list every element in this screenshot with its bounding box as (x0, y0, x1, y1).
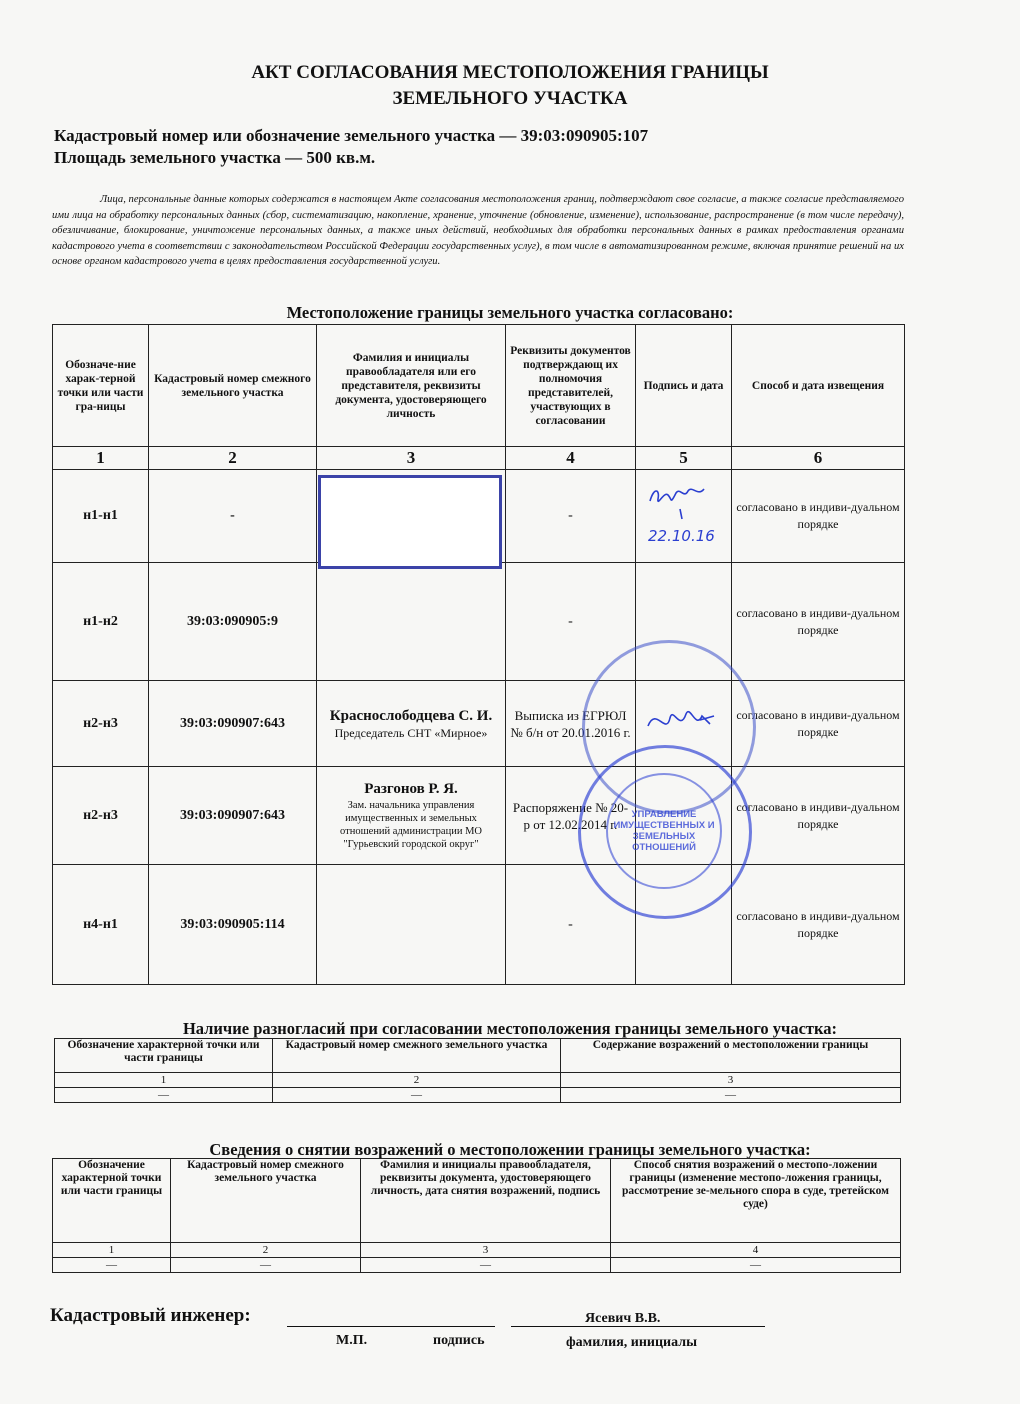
table-row (53, 681, 905, 767)
table-row (55, 1088, 901, 1103)
header-owner: Фамилия и инициалы правообладателя или его представителя, реквизиты документа, удостоверяющего личность (317, 325, 506, 447)
cadastral-number-line: Кадастровый номер или обозначение земельного участка — 39:03:090905:107 (54, 126, 649, 145)
empty-cell: — (561, 1088, 901, 1103)
column-number: 2 (149, 447, 317, 470)
point-cell: н1-н2 (53, 563, 149, 681)
owner-cell (317, 563, 506, 681)
empty-cell: — (55, 1088, 273, 1103)
point-cell: н2-н3 (53, 681, 149, 767)
header-point: Обозначе-ние харак-терной точки или части гра-ницы (53, 325, 149, 447)
notice-cell: согласовано в индиви-дуальном порядке (732, 470, 905, 563)
agreement-section-title: Местоположение границы земельного участка согласовано: (286, 303, 734, 322)
cadastral-cell: 39:03:090907:643 (149, 681, 317, 767)
column-number: 5 (636, 447, 732, 470)
notice-cell: согласовано в индиви-дуальном порядке (732, 681, 905, 767)
header-point: Обозначение характерной точки или части границы (55, 1039, 273, 1073)
column-number: 3 (317, 447, 506, 470)
owner-cell (317, 767, 506, 865)
table-row (53, 563, 905, 681)
point-cell: н2-н3 (53, 767, 149, 865)
disagreements-section-title: Наличие разногласий при согласовании местоположения границы земельного участка: (182, 1019, 838, 1038)
stamp-center-text: УПРАВЛЕНИЕ ИМУЩЕСТВЕННЫХ И ЗЕМЕЛЬНЫХ ОТНОШЕНИЙ (606, 773, 722, 889)
cadastral-cell: 39:03:090905:114 (149, 865, 317, 985)
mp-label: М.П. (336, 1333, 368, 1348)
column-number: 2 (273, 1073, 561, 1088)
column-number: 1 (55, 1073, 273, 1088)
cadastral-cell: 39:03:090905:9 (149, 563, 317, 681)
signature-line (287, 1326, 495, 1327)
document-title-line2: ЗЕМЕЛЬНОГО УЧАСТКА (392, 88, 628, 109)
documents-cell: Выписка из ЕГРЮЛ № б/н от 20.01.2016 г. (506, 681, 636, 767)
agreement-table (52, 324, 905, 985)
column-number: 6 (732, 447, 905, 470)
signature-cell (636, 470, 732, 563)
empty-cell: — (361, 1258, 611, 1273)
table-row (53, 1258, 901, 1273)
cadastral-cell: - (149, 470, 317, 563)
name-label: фамилия, инициалы (566, 1335, 698, 1350)
column-number: 3 (561, 1073, 901, 1088)
header-notice: Способ и дата извещения (732, 325, 905, 447)
documents-cell: - (506, 865, 636, 985)
header-method: Способ снятия возражений о местопо-ложении границы (изменение местопо-ложения границы, рассмотрение зе-мельного спора в суде, третейском суде) (611, 1159, 901, 1243)
header-point: Обозначение характерной точки или части границы (53, 1159, 171, 1243)
empty-cell: — (273, 1088, 561, 1103)
official-stamp (578, 745, 752, 919)
disagreements-table (54, 1038, 901, 1103)
empty-cell: — (171, 1258, 361, 1273)
point-cell: н1-н1 (53, 470, 149, 563)
owner-cell (317, 681, 506, 767)
agreement-header-row (53, 325, 905, 447)
column-number: 1 (53, 447, 149, 470)
engineer-label: Кадастровый инженер: (50, 1305, 251, 1326)
redaction-box (318, 475, 502, 569)
consent-paragraph: Лица, персональные данные которых содержатся в настоящем Акте согласования местоположения границ, подтверждают свое согласие, а также согласие представляемого ими лица на обработку персональных данных (сбор, систематизацию, накопление, хранение, уточнение (обновление, изменение), использование, распространение (в том числе передачу), обезличивание, блокирование, уничтожение персональных данных, а также иных действий, необходимых для обработки персональных данных в рамках предоставления органами кадастрового учета в соответствии с законодательством Российской Федерации государственных услуг), в том числе в автоматизированном режиме, включая принятие решений на их основе органом кадастрового учета в целях предоставления государственной услуги. (52, 194, 904, 267)
header-cadastral: Кадастровый номер смежного земельного участка (149, 325, 317, 447)
owner-cell (317, 865, 506, 985)
notice-cell: согласовано в индиви-дуальном порядке (732, 767, 905, 865)
objections-section-title: Сведения о снятии возражений о местоположении границы земельного участка: (209, 1140, 811, 1159)
owner-position: Зам. начальника управления имущественных и земельных отношений администрации МО "Гурьевский городской округ" (340, 800, 482, 850)
agreement-number-row (53, 447, 905, 470)
owner-position: Председатель СНТ «Мирное» (334, 725, 488, 740)
column-number: 2 (171, 1243, 361, 1258)
header-cadastral: Кадастровый номер смежного земельного участка (273, 1039, 561, 1073)
table-row (53, 865, 905, 985)
notice-cell: согласовано в индиви-дуальном порядке (732, 865, 905, 985)
area-line: Площадь земельного участка — 500 кв.м. (54, 148, 376, 167)
table-row (53, 767, 905, 865)
cadastral-cell: 39:03:090907:643 (149, 767, 317, 865)
owner-name: Краснослободцева С. И. (329, 707, 493, 724)
signature-date: 22.10.16 (648, 526, 715, 545)
point-cell: н4-н1 (53, 865, 149, 985)
column-number: 1 (53, 1243, 171, 1258)
sign-label: подпись (433, 1333, 485, 1348)
column-number: 3 (361, 1243, 611, 1258)
header-objections: Содержание возражений о местоположении границы (561, 1039, 901, 1073)
header-documents: Реквизиты документов подтверждающ их полномочия представителей, участвующих в согласовании (506, 325, 636, 447)
documents-cell: - (506, 563, 636, 681)
notice-cell: согласовано в индиви-дуальном порядке (732, 563, 905, 681)
column-number: 4 (506, 447, 636, 470)
header-owner: Фамилия и инициалы правообладателя, реквизиты документа, удостоверяющего личность, дата снятия возражений, подпись (361, 1159, 611, 1243)
owner-name: Разгонов Р. Я. (364, 781, 458, 797)
header-cadastral: Кадастровый номер смежного земельного участка (171, 1159, 361, 1243)
documents-cell: Распоряжение № 20-р от 12.02.2014 г. (506, 767, 636, 865)
handwritten-signature-icon (640, 479, 728, 549)
header-signature: Подпись и дата (636, 325, 732, 447)
empty-cell: — (611, 1258, 901, 1273)
empty-cell: — (53, 1258, 171, 1273)
column-number: 4 (611, 1243, 901, 1258)
document-title-line1: АКТ СОГЛАСОВАНИЯ МЕСТОПОЛОЖЕНИЯ ГРАНИЦЫ (251, 62, 769, 83)
engineer-name: Ясевич В.В. (585, 1311, 661, 1326)
documents-cell: - (506, 470, 636, 563)
objections-removed-table (52, 1158, 901, 1273)
